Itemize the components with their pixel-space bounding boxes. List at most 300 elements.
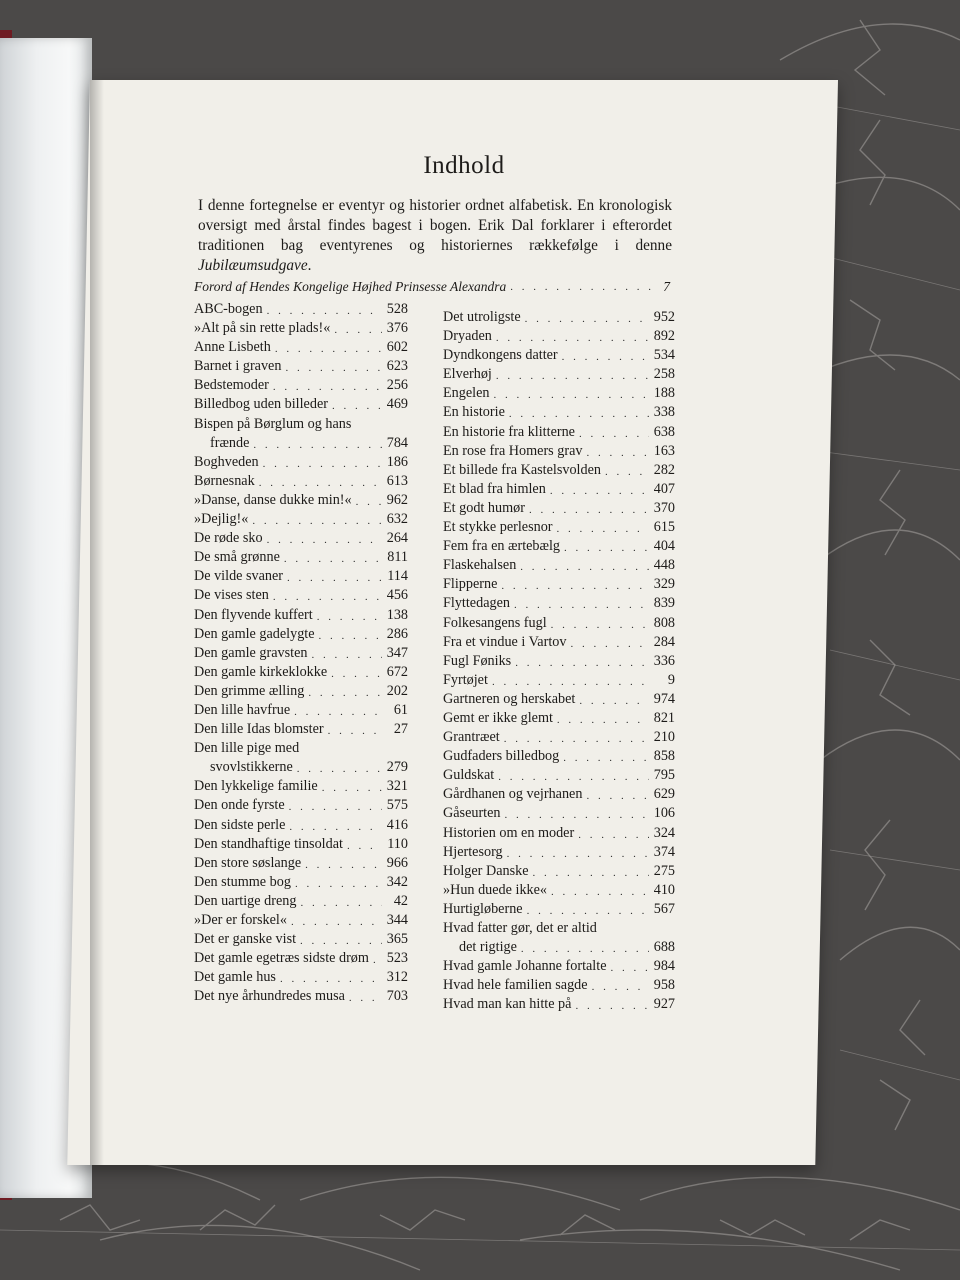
leader-dots xyxy=(287,567,382,586)
entry-title: Gartneren og herskabet xyxy=(443,690,576,707)
contents-entry xyxy=(194,338,408,357)
entry-page: 448 xyxy=(653,557,675,574)
entry-page: 27 xyxy=(393,721,408,738)
leader-dots xyxy=(529,499,649,518)
contents-entry xyxy=(194,319,408,338)
entry-title: Den store søslange xyxy=(194,854,302,871)
leader-dots xyxy=(578,824,649,843)
contents-entry xyxy=(194,968,408,987)
entry-page: 962 xyxy=(386,491,408,508)
entry-title: De vises sten xyxy=(194,587,269,604)
entry-page: 974 xyxy=(653,690,675,707)
entry-title: det rigtige xyxy=(459,939,517,956)
leader-dots xyxy=(308,682,382,701)
entry-page: 404 xyxy=(653,538,675,555)
contents-entry xyxy=(194,625,408,644)
entry-title: En historie fra klitterne xyxy=(443,423,575,440)
leader-dots xyxy=(527,900,649,919)
leader-dots xyxy=(563,747,649,766)
entry-page: 613 xyxy=(386,472,408,489)
entry-page: 163 xyxy=(653,442,675,459)
entry-page: 347 xyxy=(386,644,408,661)
entry-title: Hvad hele familien sagde xyxy=(443,977,588,994)
entry-page: 623 xyxy=(386,358,408,375)
contents-entry xyxy=(194,510,408,529)
leader-dots xyxy=(515,652,649,671)
entry-title: frænde xyxy=(210,434,250,451)
entry-page: 407 xyxy=(653,480,675,497)
entry-page: 284 xyxy=(653,633,675,650)
entry-title: Guldskat xyxy=(443,767,495,784)
entry-title: »Alt på sin rette plads!« xyxy=(194,320,331,337)
entry-title: Fugl Føniks xyxy=(443,652,512,669)
leader-dots xyxy=(373,949,382,968)
contents-entry xyxy=(443,900,675,919)
entry-title: Et billede fra Kastelsvolden xyxy=(443,461,601,478)
contents-entry xyxy=(194,548,408,567)
entry-title: »Dejlig!« xyxy=(194,511,249,528)
entry-page: 811 xyxy=(387,549,408,566)
entry-page: 632 xyxy=(386,511,408,528)
leader-dots xyxy=(294,701,382,720)
leader-dots xyxy=(275,338,382,357)
leader-dots xyxy=(347,835,382,854)
intro-italic: Jubilæumsudgave xyxy=(198,257,308,274)
leader-dots xyxy=(510,279,659,295)
contents-entry xyxy=(194,739,408,758)
entry-title: Det gamle egetræs sidste drøm xyxy=(194,950,369,967)
entry-page: 256 xyxy=(386,377,408,394)
contents-entry xyxy=(194,395,408,414)
intro-paragraph xyxy=(198,196,672,276)
entry-page: 258 xyxy=(653,366,675,383)
leader-dots xyxy=(331,663,382,682)
entry-page: 312 xyxy=(386,969,408,986)
entry-title: Den gamle gravsten xyxy=(194,644,308,661)
contents-entry xyxy=(443,518,675,537)
leader-dots xyxy=(285,357,382,376)
entry-page: 892 xyxy=(653,328,675,345)
leader-dots xyxy=(520,556,649,575)
entry-page: 795 xyxy=(653,767,675,784)
contents-entry xyxy=(443,384,675,403)
leader-dots xyxy=(267,529,382,548)
entry-title: Engelen xyxy=(443,385,490,402)
contents-entry xyxy=(194,415,408,434)
entry-title: De små grønne xyxy=(194,549,280,566)
contents-entry xyxy=(194,987,408,1006)
entry-page: 615 xyxy=(653,519,675,536)
leader-dots xyxy=(297,758,382,777)
entry-title: De røde sko xyxy=(194,530,263,547)
leader-dots xyxy=(311,644,382,663)
entry-page: 952 xyxy=(653,309,675,325)
contents-entry xyxy=(443,365,675,384)
contents-entry xyxy=(443,690,675,709)
contents-page xyxy=(67,80,838,1165)
contents-entry xyxy=(194,357,408,376)
leader-dots xyxy=(328,720,382,739)
leader-dots xyxy=(525,308,649,327)
foreword-page: 7 xyxy=(663,279,670,294)
entry-page: 338 xyxy=(653,404,675,421)
entry-title: Den gamle gadelygte xyxy=(194,625,315,642)
contents-entry xyxy=(194,529,408,548)
entry-title: svovlstikkerne xyxy=(210,759,293,776)
foreword-entry xyxy=(194,279,670,295)
leader-dots xyxy=(267,300,382,319)
leader-dots xyxy=(498,766,649,785)
entry-title: En historie xyxy=(443,404,505,421)
page-title: Indhold xyxy=(423,152,505,179)
entry-title: »Hun duede ikke« xyxy=(443,881,548,898)
leader-dots xyxy=(611,957,650,976)
contents-entry xyxy=(194,376,408,395)
entry-page: 927 xyxy=(653,996,675,1013)
entry-page: 688 xyxy=(653,939,675,956)
contents-entry xyxy=(194,300,408,319)
entry-title: Det nye århundredes musa xyxy=(194,988,345,1005)
contents-entry xyxy=(443,594,675,613)
leader-dots xyxy=(356,491,382,510)
entry-page: 528 xyxy=(386,301,408,317)
contents-entry xyxy=(443,423,675,442)
entry-title: Dryaden xyxy=(443,328,492,345)
contents-entry xyxy=(443,728,675,747)
leader-dots xyxy=(319,625,382,644)
entry-page: 839 xyxy=(653,595,675,612)
leader-dots xyxy=(493,384,649,403)
entry-title: Gåseurten xyxy=(443,805,501,822)
contents-entry xyxy=(194,453,408,472)
leader-dots xyxy=(586,442,649,461)
entry-title: Den gamle kirkeklokke xyxy=(194,663,328,680)
entry-title: Fem fra en ærtebælg xyxy=(443,538,561,555)
entry-page: 808 xyxy=(653,614,675,631)
leader-dots xyxy=(322,777,382,796)
entry-page: 344 xyxy=(386,912,408,928)
entry-page: 638 xyxy=(653,423,675,440)
contents-entry xyxy=(443,804,675,823)
entry-title: Elverhøj xyxy=(443,366,492,383)
contents-entry xyxy=(194,606,408,625)
entry-page: 784 xyxy=(386,434,408,451)
contents-entry xyxy=(443,862,675,881)
entry-title: De vilde svaner xyxy=(194,568,284,585)
leader-dots xyxy=(259,472,382,491)
entry-page: 188 xyxy=(653,385,675,402)
leader-dots xyxy=(317,606,382,625)
entry-title: Det gamle hus xyxy=(194,969,276,986)
contents-entry xyxy=(194,796,408,815)
contents-entry xyxy=(443,766,675,785)
entry-title: En rose fra Homers grav xyxy=(443,442,583,459)
leader-dots xyxy=(550,480,649,499)
leader-dots xyxy=(334,319,382,338)
entry-title: Børnesnak xyxy=(194,472,255,489)
entry-title: Hjertesorg xyxy=(443,843,503,860)
entry-page: 110 xyxy=(387,835,408,852)
contents-entry xyxy=(443,442,675,461)
contents-entry xyxy=(443,575,675,594)
entry-title: Gårdhanen og vejrhanen xyxy=(443,786,583,803)
leader-dots xyxy=(533,862,650,881)
entry-page: 456 xyxy=(386,587,408,604)
entry-title: Boghveden xyxy=(194,453,259,470)
entry-title: »Der er forskel« xyxy=(194,912,287,928)
entry-page: 629 xyxy=(653,786,675,803)
leader-dots xyxy=(295,873,382,892)
entry-title: Den standhaftige tinsoldat xyxy=(194,835,343,852)
contents-entry xyxy=(443,919,675,938)
entry-title: Grantræet xyxy=(443,729,500,746)
leader-dots xyxy=(492,671,649,690)
contents-entry xyxy=(194,873,408,892)
entry-page: 534 xyxy=(653,347,675,364)
contents-entry xyxy=(194,663,408,682)
entry-page: 286 xyxy=(386,625,408,642)
entry-title: Den lille havfrue xyxy=(194,701,291,718)
entry-title: Anne Lisbeth xyxy=(194,339,271,356)
contents-entry xyxy=(443,881,675,900)
leader-dots xyxy=(289,796,382,815)
contents-entry xyxy=(194,586,408,605)
entry-title: Dyndkongens datter xyxy=(443,347,558,364)
leader-dots xyxy=(289,816,382,835)
contents-entry xyxy=(194,644,408,663)
leader-dots xyxy=(349,987,382,1006)
entry-title: Hurtigløberne xyxy=(443,900,523,917)
contents-entry xyxy=(443,957,675,976)
entry-page: 42 xyxy=(393,892,408,909)
contents-entry xyxy=(443,633,675,652)
entry-title: Et stykke perlesnor xyxy=(443,519,553,536)
entry-page: 106 xyxy=(653,805,675,822)
contents-entry xyxy=(443,843,675,862)
leader-dots xyxy=(564,537,649,556)
contents-entry xyxy=(194,758,408,777)
leader-dots xyxy=(586,785,649,804)
entry-page: 342 xyxy=(386,873,408,890)
leader-dots xyxy=(284,548,382,567)
entry-page: 336 xyxy=(653,652,675,669)
contents-entry xyxy=(443,614,675,633)
entry-page: 365 xyxy=(386,931,408,948)
entry-title: Billedbog uden billeder xyxy=(194,396,328,413)
entry-title: Flipperne xyxy=(443,576,498,593)
contents-entry xyxy=(194,701,408,720)
intro-end: . xyxy=(307,257,312,274)
entry-page: 858 xyxy=(653,748,675,765)
contents-entry xyxy=(194,720,408,739)
contents-entry xyxy=(194,816,408,835)
entry-title: Barnet i graven xyxy=(194,358,282,375)
contents-entry xyxy=(194,949,408,968)
entry-title: Bispen på Børglum og hans xyxy=(194,415,352,432)
entry-page: 202 xyxy=(386,682,408,699)
leader-dots xyxy=(291,911,382,930)
entry-title: Den grimme ælling xyxy=(194,682,305,699)
entry-title: Den lille pige med xyxy=(194,740,300,757)
leader-dots xyxy=(562,346,649,365)
leader-dots xyxy=(592,976,649,995)
entry-page: 703 xyxy=(386,988,408,1005)
entry-page: 410 xyxy=(653,881,675,898)
contents-entry xyxy=(443,461,675,480)
contents-entry xyxy=(443,537,675,556)
leader-dots xyxy=(263,453,382,472)
entry-page: 376 xyxy=(386,320,408,337)
entry-page: 984 xyxy=(653,958,675,975)
contents-entry xyxy=(194,930,408,949)
entry-title: Hvad gamle Johanne fortalte xyxy=(443,958,607,975)
contents-entry xyxy=(194,835,408,854)
contents-entry xyxy=(443,671,675,690)
entry-page: 374 xyxy=(653,843,675,860)
contents-entry xyxy=(443,747,675,766)
leader-dots xyxy=(509,403,649,422)
leader-dots xyxy=(253,434,382,453)
leader-dots xyxy=(273,376,382,395)
leader-dots xyxy=(252,510,382,529)
contents-entry xyxy=(443,499,675,518)
entry-page: 275 xyxy=(653,862,675,879)
intro-text: I denne fortegnelse er eventyr og historier ordnet alfabetisk. En kronologisk oversigt med årstal findes bagest i bogen. Erik Dal forklarer i efterordet traditionen bag eventyrenes og historiernes rækkefølge i denne xyxy=(198,197,672,254)
entry-title: Den sidste perle xyxy=(194,816,286,833)
entry-page: 186 xyxy=(386,453,408,470)
contents-entry xyxy=(194,682,408,701)
entry-title: Hvad man kan hitte på xyxy=(443,996,572,1013)
contents-entry xyxy=(443,556,675,575)
contents-column-left xyxy=(194,300,408,1006)
entry-title: Den onde fyrste xyxy=(194,797,285,814)
leader-dots xyxy=(521,938,649,957)
contents-entry xyxy=(443,824,675,843)
entry-title: ABC-bogen xyxy=(194,301,263,317)
entry-title: Bedstemoder xyxy=(194,377,269,394)
contents-entry xyxy=(443,480,675,499)
contents-entry xyxy=(194,911,408,930)
entry-title: Gemt er ikke glemt xyxy=(443,709,553,726)
entry-title: Flyttedagen xyxy=(443,595,510,612)
leader-dots xyxy=(501,575,649,594)
contents-entry xyxy=(443,938,675,957)
entry-title: Den uartige dreng xyxy=(194,892,297,909)
entry-page: 958 xyxy=(653,977,675,994)
entry-title: Et blad fra himlen xyxy=(443,480,546,497)
leader-dots xyxy=(575,995,649,1014)
contents-entry xyxy=(194,854,408,873)
entry-page: 61 xyxy=(393,701,408,718)
contents-entry xyxy=(443,346,675,365)
leader-dots xyxy=(504,728,649,747)
entry-title: Holger Danske xyxy=(443,862,529,879)
entry-title: Den lille Idas blomster xyxy=(194,721,324,738)
leader-dots xyxy=(300,930,382,949)
entry-page: 324 xyxy=(653,824,675,841)
entry-page: 469 xyxy=(386,396,408,413)
entry-page: 210 xyxy=(653,729,675,746)
leader-dots xyxy=(514,594,649,613)
leader-dots xyxy=(273,586,382,605)
foreword-title: Forord af Hendes Kongelige Højhed Prinsesse Alexandra xyxy=(194,279,507,294)
entry-title: Fra et vindue i Vartov xyxy=(443,633,567,650)
leader-dots xyxy=(557,709,649,728)
entry-page: 138 xyxy=(386,606,408,623)
entry-page: 329 xyxy=(653,576,675,593)
contents-entry xyxy=(443,652,675,671)
entry-page: 114 xyxy=(387,568,408,585)
leader-dots xyxy=(579,690,649,709)
entry-title: Hvad fatter gør, det er altid xyxy=(443,920,597,936)
entry-title: Den stumme bog xyxy=(194,873,291,890)
page-gutter-shadow xyxy=(90,80,104,1165)
entry-page: 282 xyxy=(653,461,675,478)
contents-entry xyxy=(194,777,408,796)
entry-title: Flaskehalsen xyxy=(443,557,517,574)
leader-dots xyxy=(280,968,382,987)
entry-page: 966 xyxy=(386,854,408,871)
entry-page: 370 xyxy=(653,499,675,516)
entry-page: 575 xyxy=(386,797,408,814)
entry-title: Det utroligste xyxy=(443,309,521,325)
contents-entry xyxy=(443,709,675,728)
entry-page: 567 xyxy=(653,900,675,917)
entry-title: Fyrtøjet xyxy=(443,671,488,688)
entry-page: 9 xyxy=(667,671,675,688)
entry-page: 279 xyxy=(386,759,408,776)
entry-page: 821 xyxy=(653,709,675,726)
entry-page: 321 xyxy=(386,778,408,795)
leader-dots xyxy=(605,461,649,480)
entry-title: »Danse, danse dukke min!« xyxy=(194,491,352,508)
entry-title: Den flyvende kuffert xyxy=(194,606,313,623)
contents-entry xyxy=(443,785,675,804)
leader-dots xyxy=(579,423,649,442)
leader-dots xyxy=(507,843,649,862)
entry-page: 523 xyxy=(386,950,408,967)
contents-column-right xyxy=(443,308,675,1014)
contents-entry xyxy=(194,892,408,911)
contents-entry xyxy=(443,995,675,1014)
leader-dots xyxy=(332,395,382,414)
entry-title: Et godt humør xyxy=(443,499,525,516)
entry-title: Folkesangens fugl xyxy=(443,614,547,631)
contents-entry xyxy=(194,472,408,491)
entry-page: 672 xyxy=(386,663,408,680)
contents-entry xyxy=(194,491,408,510)
entry-page: 602 xyxy=(386,339,408,356)
leader-dots xyxy=(300,892,382,911)
contents-entry xyxy=(194,567,408,586)
contents-entry xyxy=(443,308,675,327)
contents-entry xyxy=(194,434,408,453)
leader-dots xyxy=(570,633,649,652)
entry-title: Gudfaders billedbog xyxy=(443,748,560,765)
contents-entry xyxy=(443,403,675,422)
entry-page: 264 xyxy=(386,530,408,547)
leader-dots xyxy=(557,518,649,537)
entry-title: Det er ganske vist xyxy=(194,931,297,948)
leader-dots xyxy=(305,854,382,873)
leader-dots xyxy=(496,327,649,346)
contents-entry xyxy=(443,976,675,995)
entry-page: 416 xyxy=(386,816,408,833)
entry-title: Historien om en moder xyxy=(443,824,575,841)
contents-entry xyxy=(443,327,675,346)
leader-dots xyxy=(551,881,649,900)
leader-dots xyxy=(551,614,649,633)
